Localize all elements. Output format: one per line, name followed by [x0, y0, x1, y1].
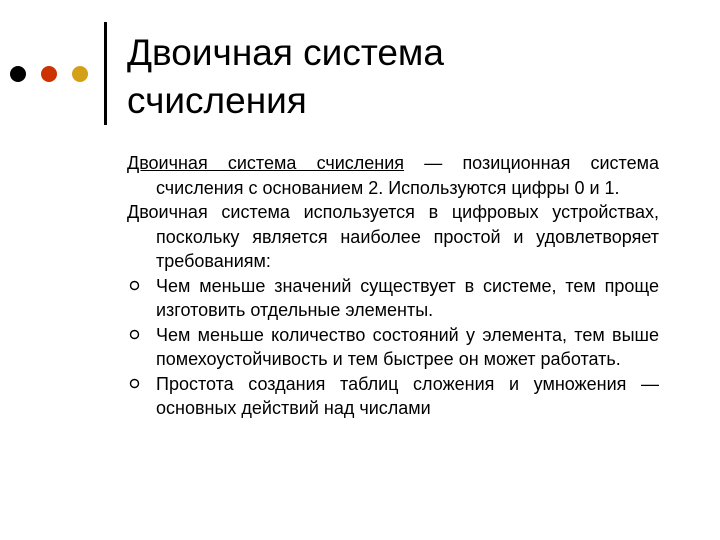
list-item — [127, 323, 659, 372]
term-link: Двоичная система счисления — [127, 153, 405, 173]
hollow-circle-icon — [129, 323, 140, 348]
slide-title — [127, 29, 687, 125]
title-line-1: Двоичная система — [127, 32, 444, 73]
title-line-2: счисления — [127, 80, 307, 121]
slide-body — [127, 151, 659, 421]
list-item — [127, 372, 659, 421]
list-item-text: Чем меньше значений существует в системе, тем проще изготовить отдельные элементы. — [156, 275, 659, 320]
dot-icon — [72, 66, 88, 82]
paragraph — [127, 200, 659, 274]
dot-icon — [10, 66, 26, 82]
list-item — [127, 274, 659, 323]
paragraph — [127, 151, 659, 200]
title-divider — [104, 22, 107, 125]
hollow-circle-icon — [129, 372, 140, 397]
dot-icon — [41, 66, 57, 82]
hollow-circle-icon — [129, 274, 140, 299]
list-item-text: Чем меньше количество состояний у элемента, тем выше помехоустойчивость и тем быстрее он может работать. — [156, 324, 659, 369]
list-item-text: Простота создания таблиц сложения и умножения — основных действий над числами — [156, 373, 659, 418]
paragraph-text: — позиционная система счисления с основанием 2. Используются цифры 0 и 1. — [156, 153, 659, 198]
paragraph-text: Двоичная система используется в цифровых устройствах, поскольку является наиболее простой и удовлетворяет требованиям: — [127, 202, 659, 271]
